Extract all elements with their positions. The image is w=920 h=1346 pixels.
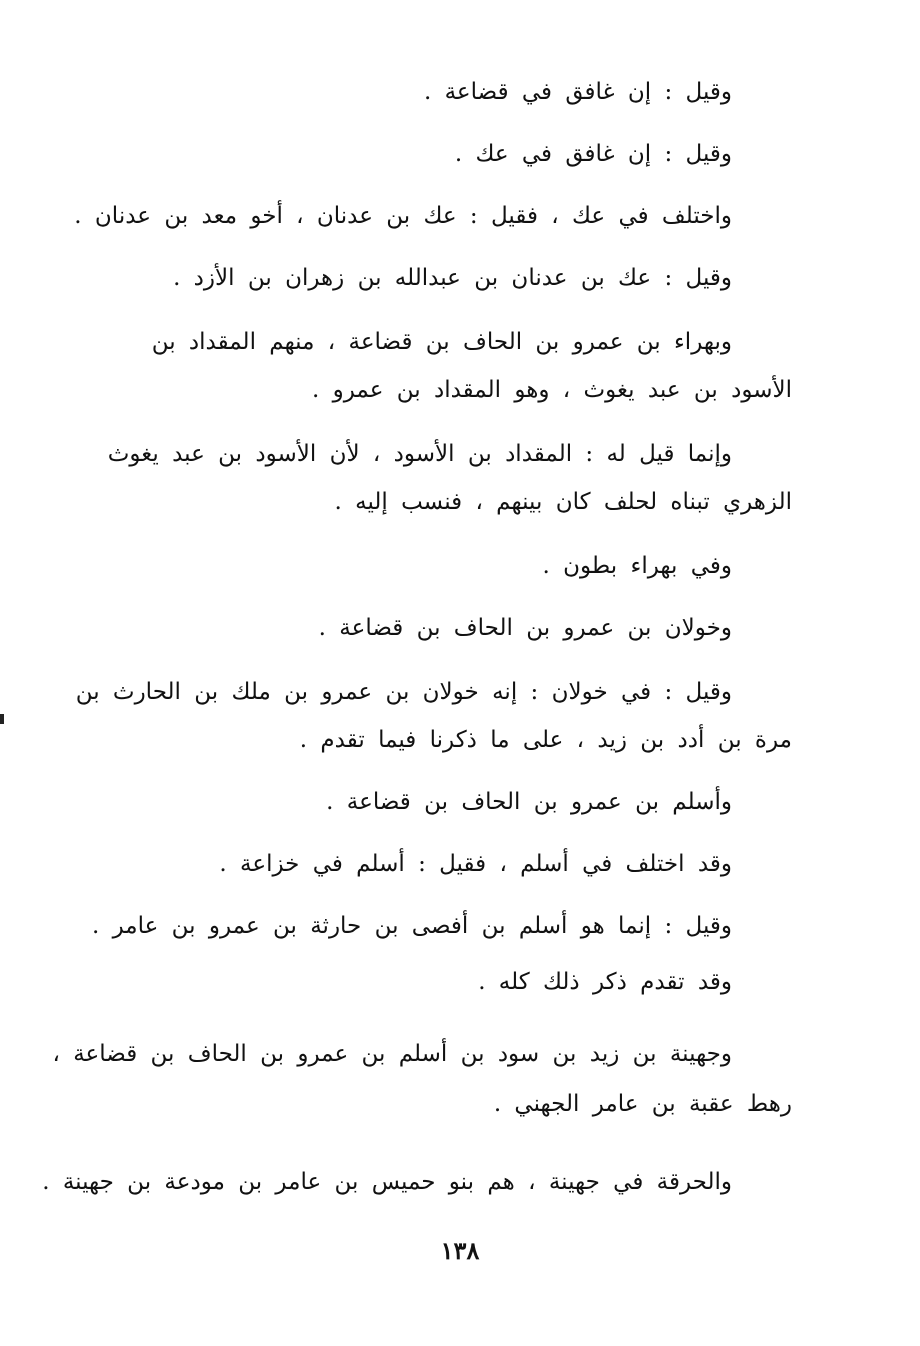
text-line: وقيل : إن غافق في قضاعة . [423,79,732,105]
text-line: مرة بن أدد بن زيد ، على ما ذكرنا فيما تقدم . [299,727,792,753]
text-line: وقيل : إن غافق في عك . [454,141,732,167]
text-line: والحرقة في جهينة ، هم بنو حميس بن عامر بن مودعة بن جهينة . [42,1169,732,1195]
text-line: وخولان بن عمرو بن الحاف بن قضاعة . [318,615,732,641]
text-line: وقيل : في خولان : إنه خولان بن عمرو بن ملك بن الحارث بن [75,679,732,705]
text-line: وأسلم بن عمرو بن الحاف بن قضاعة . [326,789,732,815]
text-line: الأسود بن عبد يغوث ، وهو المقداد بن عمرو . [312,377,792,403]
text-line: وإنما قيل له : المقداد بن الأسود ، لأن الأسود بن عبد يغوث [107,441,732,467]
text-line: واختلف في عك ، فقيل : عك بن عدنان ، أخو معد بن عدنان . [74,203,732,229]
text-line: رهط عقبة بن عامر الجهني . [493,1091,792,1117]
scan-edge-mark [0,714,4,724]
text-line: وقد اختلف في أسلم ، فقيل : أسلم في خزاعة . [219,851,732,877]
text-line: وجهينة بن زيد بن سود بن أسلم بن عمرو بن الحاف بن قضاعة ، [52,1041,732,1067]
text-line: وقيل : عك بن عدنان بن عبدالله بن زهران بن الأزد . [173,265,732,291]
text-line: الزهري تبناه لحلف كان بينهم ، فنسب إليه . [334,489,792,515]
page-number: ١٣٨ [440,1236,480,1265]
text-line: وقد تقدم ذكر ذلك كله . [478,969,732,995]
text-line: وفي بهراء بطون . [542,553,732,579]
text-line: وبهراء بن عمرو بن الحاف بن قضاعة ، منهم المقداد بن [151,329,732,355]
text-line: وقيل : إنما هو أسلم بن أفصى بن حارثة بن عمرو بن عامر . [91,913,732,939]
